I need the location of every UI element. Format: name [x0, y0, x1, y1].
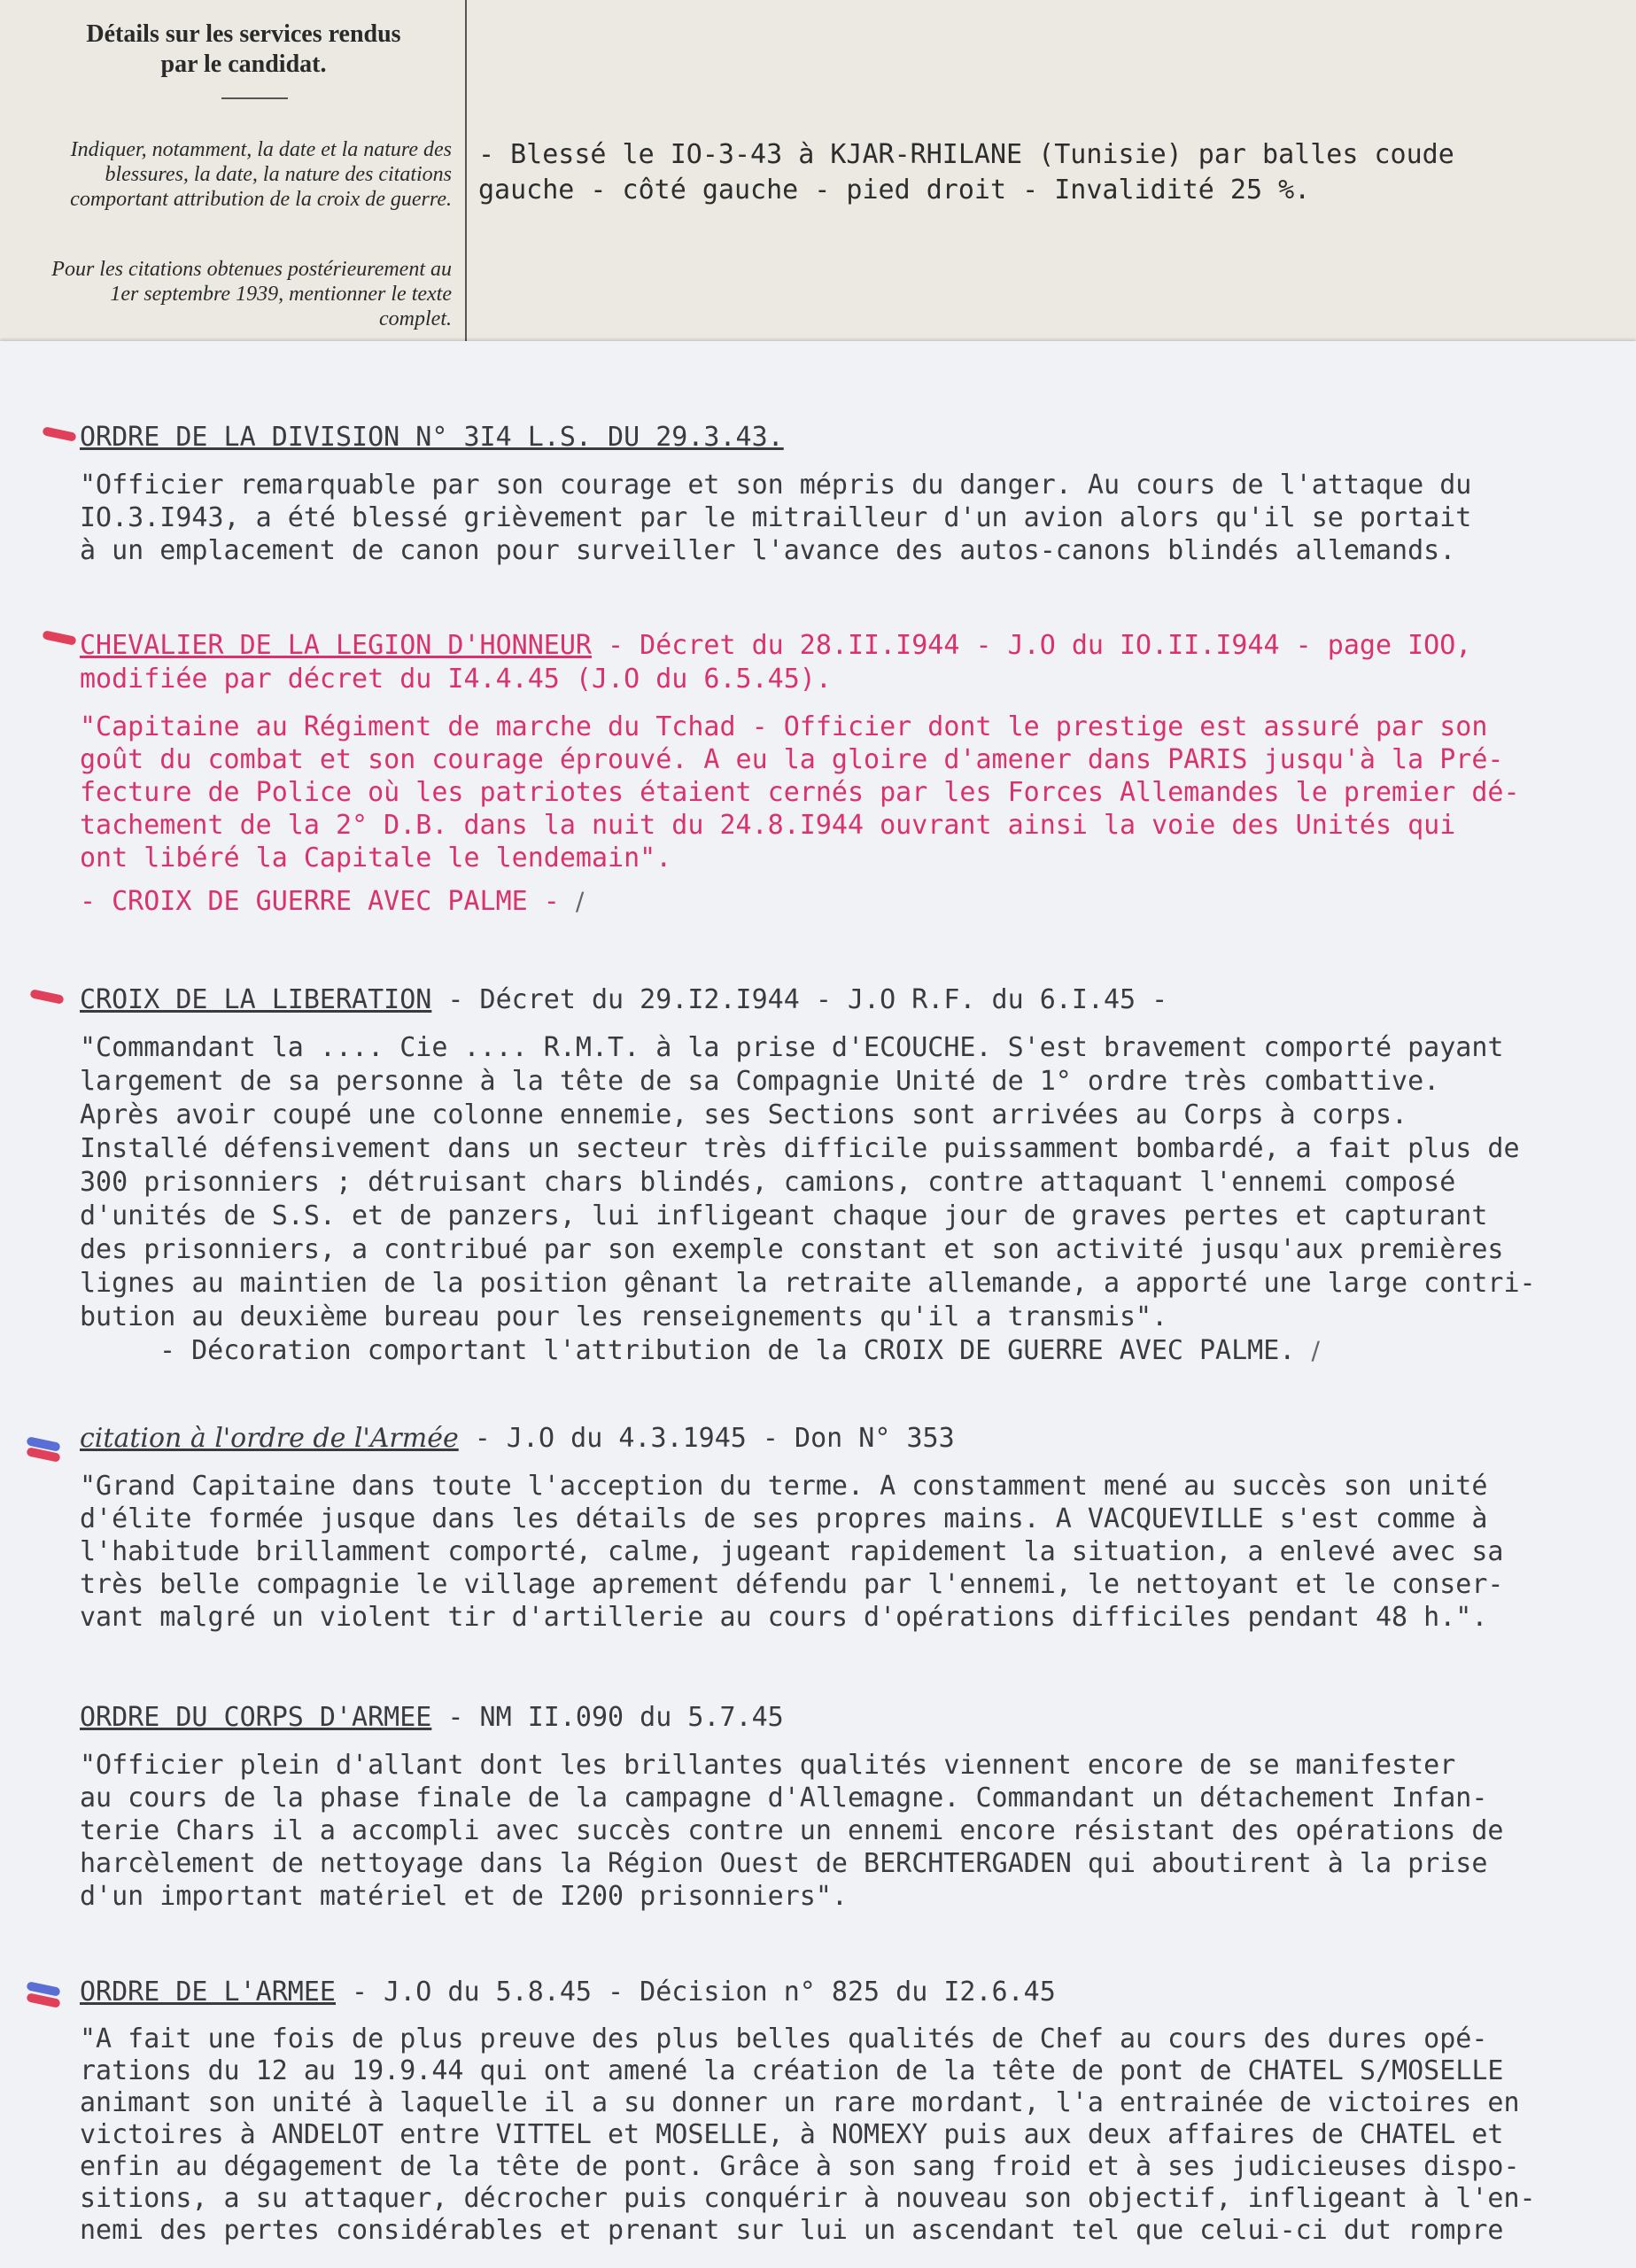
red-pen-mark — [42, 426, 76, 442]
check-mark-icon: ∕ — [1311, 1336, 1320, 1365]
entry-award: - Décoration comportant l'attribution de la CROIX DE GUERRE AVEC PALME. — [159, 1335, 1296, 1366]
entry-title: CHEVALIER DE LA LEGION D'HONNEUR — [80, 630, 592, 661]
wound-details: - Blessé le IO-3-43 à KJAR-RHILANE (Tunisie) par balles coude gauche - côté gauche - pied droit - Invalidité 25 %. — [478, 139, 1454, 206]
entry-decree: - Décret du 29.I2.I944 - J.O R.F. du 6.I.45 - — [431, 984, 1168, 1015]
check-mark-icon: ∕ — [575, 887, 585, 916]
form-instruction: Indiquer, notamment, la date et la nature des blessures, la date, la nature des citations comportant attribution de la croix de guerre. — [70, 138, 452, 211]
handwritten-title: citation à l'ordre de l'Armée — [80, 1423, 459, 1454]
red-pen-mark — [42, 630, 76, 646]
entry-text: "Commandant la .... Cie .... R.M.T. à la prise d'ECOUCHE. S'est bravement comporté payant largement de sa personne à la tête de sa Compagnie Unité de 1° ordre très combattive. Après avoir coupé une colonne ennemie, ses Sections sont arrivées au Corps à corps. Installé défensivement dans un secteur très difficile puissamment bombardé, a fait plus de 300 prisonniers ; détruisant chars blindés, camions, contre attaquant l'ennemi composé d'unités de S.S. et de panzers, lui infligeant chaque jour de graves pertes et capturant des prisonniers, a contribué par son exemple constant et son activité jusqu'aux premières lignes au maintien de la position gênant la retraite allemande, a apporté une large contri- bution au deuxième bureau pour les renseignements qu'il a transmis". — [80, 1032, 1536, 1332]
entry-title: ORDRE DU CORPS D'ARMEE — [80, 1702, 432, 1733]
form-left-column — [0, 0, 467, 341]
entry-text: "Officier plein d'allant dont les brillantes qualités viennent encore de se manifester au cours de la phase finale de la campagne d'Allemagne. Commandant un détachement Infan- terie Chars il a accompli avec succès contre un ennemi encore résistant des opérations de harcèlement de nettoyage dans la Région Ouest de BERCHTERGADEN qui aboutirent à la prise d'un important matériel et de I200 prisonniers". — [80, 1750, 1504, 1912]
entry-text: "Capitaine au Régiment de marche du Tchad - Officier dont le prestige est assuré par son goût du combat et son courage éprouvé. A eu la gloire d'amener dans PARIS jusqu'à la Pré- fecture de Police où les patriotes étaient cernés par les Forces Allemandes le premier dé- tachement de la 2° D.B. dans la nuit du 24.8.I944 ouvrant ainsi la voie des Unités qui ont libéré la Capitale le lendemain". — [80, 711, 1520, 874]
red-pen-mark — [29, 989, 64, 1005]
citation-corps-armee — [80, 1701, 1621, 1913]
citation-legion-honneur — [80, 629, 1621, 919]
entry-text: "A fait une fois de plus preuve des plus belles qualités de Chef au cours des dures opé- rations du 12 au 19.9.44 qui ont amené la création de la tête de pont de CHATEL S/MOSELLE animant son unité à laquelle il a su donner un rare mordant, l'a entrainée de victoires en victoires à ANDELOT entre VITTEL et MOSELLE, à NOMEXY puis aux deux affaires de CHATEL et enfin au dégagement de la tête de pont. Grâce à son sang froid et à ses judicieuses dispo- sitions, a su attaquer, décrocher puis conquérir à nouveau son objectif, infligeant à l'en- nemi des pertes considérables et prenant sur lui un ascendant tel que celui-ci dut rompre — [80, 2023, 1536, 2246]
entry-decree: - NM II.090 du 5.7.45 — [431, 1702, 784, 1733]
form-divider — [221, 97, 288, 99]
entry-text: "Officier remarquable par son courage et son mépris du danger. Au cours de l'attaque du IO.3.I943, a été blessé grièvement par le mitrailleur d'un avion alors qu'il se portait à un emplacement de canon pour surveiller l'avance des autos-canons blindés allemands. — [80, 470, 1472, 566]
entry-decree: - J.O du 4.3.1945 - Don N° 353 — [458, 1423, 955, 1454]
entry-decree: - J.O du 5.8.45 - Décision n° 825 du I2.6.45 — [335, 1977, 1056, 2008]
citation-armee — [80, 1422, 1621, 1634]
form-instruction-citations: Pour les citations obtenues postérieurement au 1er septembre 1939, mentionner le texte complet. — [51, 258, 452, 330]
entry-title: ORDRE DE L'ARMEE — [80, 1977, 336, 2008]
form-header — [0, 0, 1636, 354]
entry-title: ORDRE DE LA DIVISION N° 3I4 L.S. DU 29.3.43. — [80, 422, 784, 453]
typed-sheet — [0, 341, 1636, 2268]
citation-division — [80, 421, 1621, 567]
citation-ordre-armee — [80, 1976, 1621, 2247]
form-heading: Détails sur les services rendus par le candidat. — [86, 20, 401, 78]
entry-title: CROIX DE LA LIBERATION — [80, 984, 432, 1015]
citation-liberation — [80, 983, 1621, 1368]
entry-text: "Grand Capitaine dans toute l'acception du terme. A constamment mené au succès son unité d'élite formée jusque dans les détails de ses propres mains. A VACQUEVILLE s'est comme à l'habitude brillamment comporté, calme, jugeant rapidement la situation, a enlevé avec sa très belle compagnie le village aprement défendu par l'ennemi, le nettoyant et le conser- vant malgré un violent tir d'artillerie au cours d'opérations difficiles pendant 48 h.". — [80, 1471, 1504, 1633]
entry-decree: - Décret du 28.II.I944 - J.O du IO.II.I944 - page IOO, modifiée par décret du I4.4.45 (J.O du 6.5.45). — [80, 630, 1472, 695]
entry-award: - CROIX DE GUERRE AVEC PALME - — [80, 886, 560, 917]
